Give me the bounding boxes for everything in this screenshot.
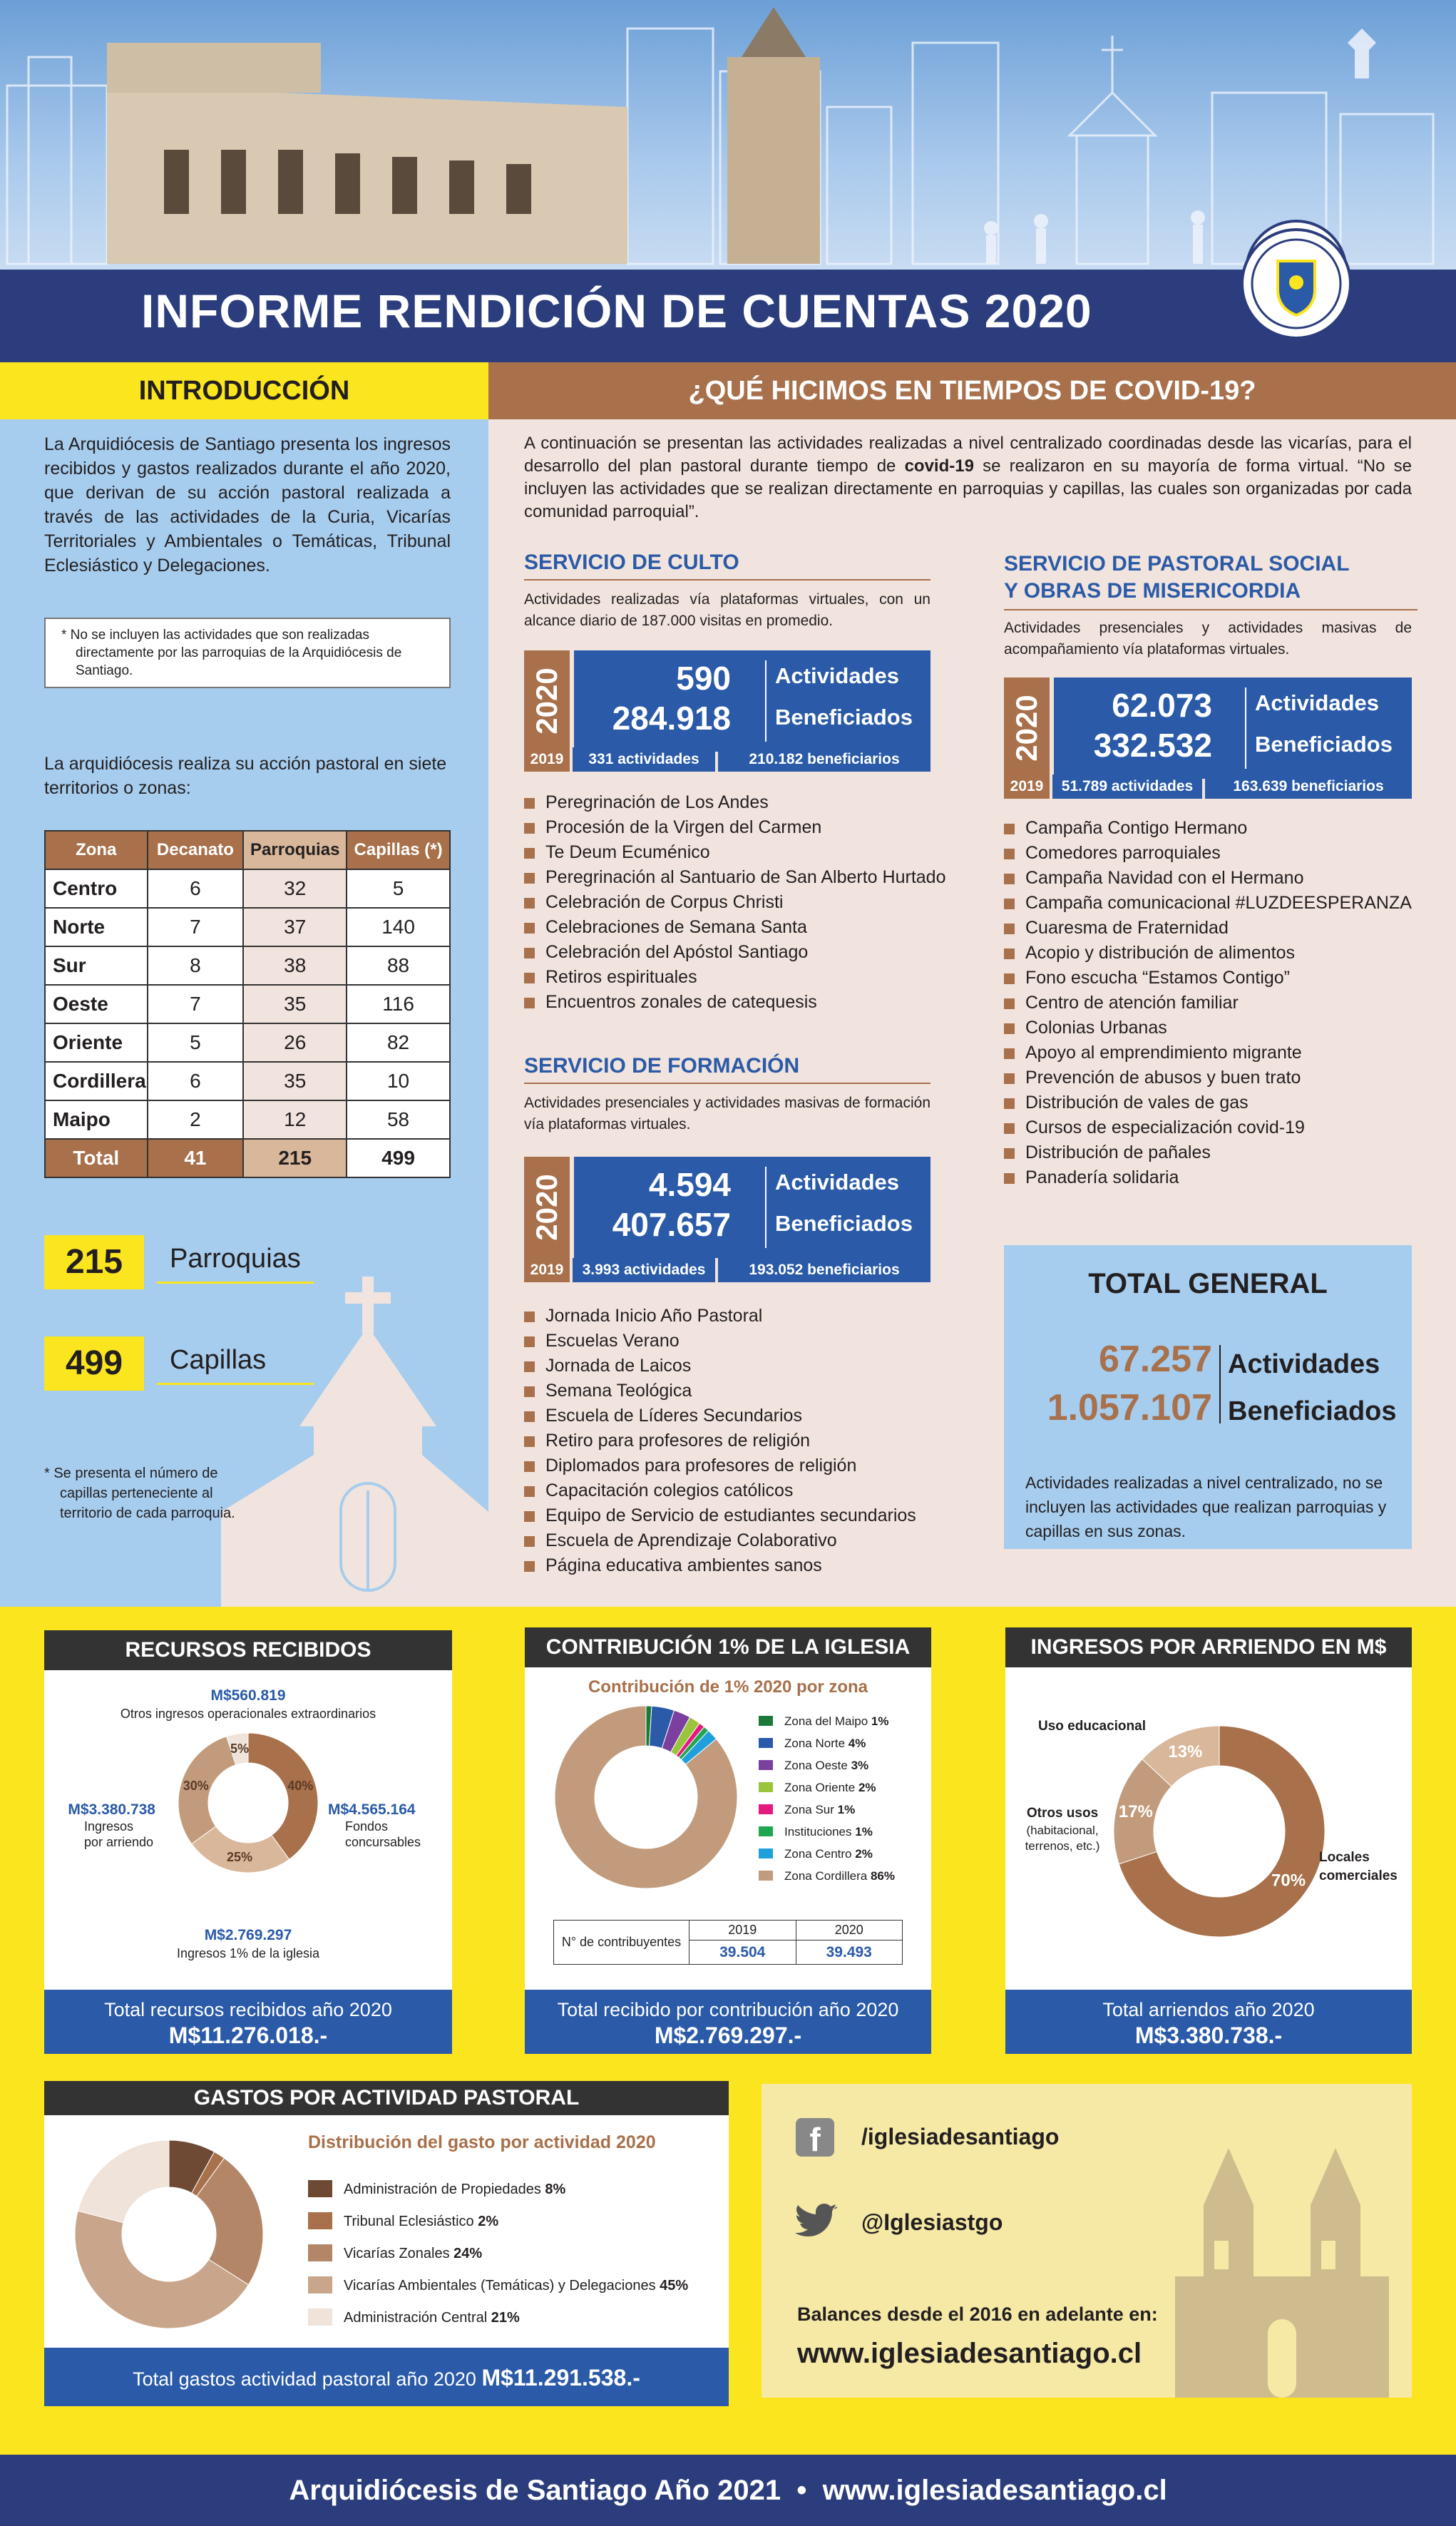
gastos-footer <box>44 2348 729 2406</box>
archdiocese-seal <box>1241 228 1352 339</box>
recursos-footer-value: M$11.276.018.- <box>168 2023 328 2048</box>
culto-list-item: Te Deum Ecuménico <box>524 840 952 865</box>
culto-list-item: Retiros espirituales <box>524 965 952 990</box>
contribucion-footer <box>525 1990 931 2054</box>
prev-year: 2019 <box>524 747 570 772</box>
recursos-footer-label: Total recursos recibidos año 2020 <box>104 1999 392 2020</box>
title-bar <box>0 270 1456 362</box>
year-badge: 2020 <box>524 650 570 752</box>
formacion-list-item: Capacitación colegios católicos <box>524 1478 952 1503</box>
legend-swatch <box>308 2308 332 2326</box>
legend-swatch <box>759 1826 773 1836</box>
arriendo-otros-sub: (habitacional, terrenos, etc.) <box>1025 1824 1100 1853</box>
total-beneficiaries: 1.057.107 <box>1047 1387 1212 1428</box>
zone-capillas: 10 <box>347 1062 450 1100</box>
social-list-item: Cuaresma de Fraternidad <box>1004 916 1432 941</box>
arriendo-edu-label: Uso educacional <box>1038 1719 1146 1734</box>
zone-parroquias: 32 <box>243 869 347 908</box>
zone-capillas: 82 <box>347 1023 450 1062</box>
culto-activities: 590 <box>676 660 731 697</box>
contribucion-card <box>525 1627 931 2054</box>
zone-decanato: 6 <box>148 869 244 908</box>
zone-decanato: 6 <box>148 1062 244 1100</box>
covid-intro <box>524 432 1412 523</box>
capillas-label: Capillas <box>157 1335 314 1385</box>
legend-item <box>308 2206 722 2238</box>
zone-decanato: 2 <box>148 1100 244 1139</box>
covid-heading-bar <box>488 362 1456 419</box>
arriendo-donut <box>1112 1724 1326 1938</box>
legend-label: Zona Norte <box>784 1737 849 1750</box>
legend-label: Vicarías Zonales <box>344 2246 454 2261</box>
zone-parroquias: 12 <box>243 1100 347 1139</box>
gastos-footer-label: Total gastos actividad pastoral año 2020 <box>133 2368 476 2390</box>
recursos-arriendo-desc: Ingresos por arriendo <box>84 1819 154 1849</box>
social-list-item: Panadería solidaria <box>1004 1165 1432 1190</box>
recursos-otros-value: M$560.819 <box>210 1687 286 1704</box>
zones-table <box>44 830 451 1178</box>
legend-value: 1% <box>837 1803 856 1816</box>
table-row <box>45 985 450 1023</box>
zone-name: Cordillera <box>45 1062 148 1100</box>
social-list-item: Campaña comunicacional #LUZDEESPERANZA <box>1004 891 1432 916</box>
balances-text: Balances desde el 2016 en adelante en: <box>797 2303 1158 2325</box>
formacion-list-item: Equipo de Servicio de estudiantes secundarios <box>524 1503 952 1528</box>
table-row <box>45 1023 450 1062</box>
legend-label: Instituciones <box>784 1825 856 1839</box>
beneficiaries-label: Beneficiados <box>775 1211 913 1236</box>
formacion-list-item: Jornada Inicio Año Pastoral <box>524 1304 952 1329</box>
culto-list-item: Encuentros zonales de catequesis <box>524 990 952 1015</box>
culto-stat-box <box>524 650 930 752</box>
total-capillas: 499 <box>347 1139 450 1177</box>
legend-label: Zona Sur <box>784 1803 838 1816</box>
legend-value: 21% <box>491 2310 520 2326</box>
donut-label: 17% <box>1118 1801 1153 1821</box>
table-row <box>45 908 450 946</box>
legend-item <box>759 1799 930 1821</box>
legend-swatch <box>759 1871 773 1881</box>
legend-swatch <box>759 1782 773 1792</box>
donut-label: 5% <box>230 1741 249 1756</box>
zone-name: Centro <box>45 869 148 908</box>
zone-capillas: 116 <box>347 985 450 1023</box>
recursos-card <box>44 1630 452 2054</box>
contrib-value-2020: 39.493 <box>796 1940 903 1965</box>
parroquias-count: 215 <box>44 1235 144 1289</box>
arriendo-title: INGRESOS POR ARRIENDO EN M$ <box>1005 1627 1412 1667</box>
legend-value: 1% <box>855 1825 873 1839</box>
culto-list-item: Celebración del Apóstol Santiago <box>524 940 952 965</box>
culto-prev-beneficiaries: 210.182 beneficiarios <box>718 747 930 772</box>
legend-value: 2% <box>858 1781 876 1794</box>
twitter-handle[interactable]: @Iglesiastgo <box>861 2209 1003 2235</box>
intro-heading-bar <box>0 362 488 419</box>
legend-swatch <box>308 2276 332 2294</box>
formacion-list-item: Escuela de Aprendizaje Colaborativo <box>524 1528 952 1553</box>
recursos-1pct-value: M$2.769.297 <box>204 1927 292 1943</box>
legend-swatch <box>308 2180 332 2197</box>
zone-capillas: 5 <box>347 869 450 908</box>
intro-heading: INTRODUCCIÓN <box>138 376 350 406</box>
social-title-2: Y OBRAS DE MISERICORDIA <box>1004 579 1301 603</box>
social-list-item: Distribución de pañales <box>1004 1140 1432 1165</box>
culto-list <box>524 790 952 1015</box>
contribuyentes-table <box>553 1920 903 1965</box>
th-decanato: Decanato <box>148 831 244 869</box>
total-general-title: TOTAL GENERAL <box>1088 1268 1328 1299</box>
zone-capillas: 140 <box>347 908 450 946</box>
prev-year: 2019 <box>1004 774 1050 799</box>
city-illustration-icon <box>0 0 1456 270</box>
total-parroquias: 215 <box>243 1139 347 1177</box>
legend-item <box>308 2238 722 2270</box>
donut-slice-administraci-n-central <box>78 2140 169 2223</box>
zone-name: Oriente <box>45 1023 148 1062</box>
church-silhouette-icon <box>214 1277 488 1607</box>
formacion-list-item: Semana Teológica <box>524 1379 952 1403</box>
formacion-list-item: Escuela de Líderes Secundarios <box>524 1403 952 1428</box>
social-list-item: Comedores parroquiales <box>1004 841 1432 866</box>
legend-value: 4% <box>848 1737 866 1750</box>
facebook-handle[interactable]: /iglesiadesantiago <box>861 2124 1060 2149</box>
social-list-item: Fono escucha “Estamos Contigo” <box>1004 966 1432 991</box>
total-activities: 67.257 <box>1098 1339 1212 1380</box>
legend-label: Vicarías Ambientales (Temáticas) y Delegaciones <box>344 2278 660 2294</box>
recursos-title: RECURSOS RECIBIDOS <box>44 1630 452 1670</box>
legend-item <box>308 2270 722 2302</box>
recursos-fondos-value: M$4.565.164 <box>328 1801 416 1818</box>
zone-name: Maipo <box>45 1100 148 1139</box>
social-beneficiaries: 332.532 <box>1093 727 1212 764</box>
table-row <box>45 946 450 985</box>
legend-label: Tribunal Eclesiástico <box>344 2214 478 2229</box>
donut-label: 13% <box>1168 1742 1203 1761</box>
beneficiaries-label: Beneficiados <box>1255 732 1393 757</box>
covid-intro-bold: covid-19 <box>904 456 974 476</box>
social-list-item: Acopio y distribución de alimentos <box>1004 941 1432 966</box>
hero-illustration <box>0 0 1456 270</box>
contrib-year-2020: 2020 <box>796 1921 903 1940</box>
recursos-arriendo-value: M$3.380.738 <box>68 1801 155 1818</box>
contribuyentes-label: N° de contribuyentes <box>554 1921 689 1965</box>
recursos-fondos-desc: Fondos concursables <box>345 1819 421 1849</box>
table-row <box>45 1062 450 1100</box>
legend-item <box>759 1754 930 1776</box>
formacion-desc: Actividades presenciales y actividades masivas de formación vía plataformas virtuales. <box>524 1095 930 1132</box>
th-capillas: Capillas (*) <box>347 831 450 869</box>
activities-label: Actividades <box>1228 1349 1380 1379</box>
legend-value: 24% <box>453 2246 483 2261</box>
th-zona: Zona <box>45 831 148 869</box>
footer-text: Arquidiócesis de Santiago Año 2021 • www.iglesiadesantiago.cl <box>289 2475 1167 2506</box>
intro-paragraph: La Arquidiócesis de Santiago presenta los ingresos recibidos y gastos realizados durante el año 2020, que derivan de su acción pastoral realizada a través de las actividades de la Curia, Vicarías Territoriales y Ambientales o Temáticas, Tribunal Eclesiástico y Delegaciones. <box>44 434 451 576</box>
gastos-donut <box>73 2138 265 2331</box>
legend-label: Administración Central <box>344 2310 491 2326</box>
zones-text: La arquidiócesis realiza su acción pastoral en siete territorios o zonas: <box>44 754 447 798</box>
donut-label: 70% <box>1271 1871 1306 1891</box>
culto-list-item: Celebraciones de Semana Santa <box>524 915 952 940</box>
culto-prev-activities: 331 actividades <box>573 747 715 772</box>
formacion-activities: 4.594 <box>648 1166 731 1203</box>
legend-label: Zona del Maipo <box>784 1714 871 1728</box>
legend-label: Zona Cordillera <box>784 1869 871 1883</box>
stat-panel <box>1054 677 1412 779</box>
social-list-item: Colonias Urbanas <box>1004 1016 1432 1040</box>
contribucion-donut <box>553 1704 739 1890</box>
legend-item <box>308 2302 722 2334</box>
beneficiaries-label: Beneficiados <box>1228 1396 1397 1426</box>
twitter-icon[interactable] <box>794 2204 839 2241</box>
social-list-item: Cursos de especialización covid-19 <box>1004 1115 1432 1140</box>
gastos-card <box>44 2081 729 2406</box>
contribucion-title: CONTRIBUCIÓN 1% DE LA IGLESIA <box>525 1627 931 1667</box>
legend-item <box>308 2174 722 2206</box>
social-list-item: Distribución de vales de gas <box>1004 1090 1432 1115</box>
stat-panel <box>574 1157 930 1258</box>
zone-decanato: 7 <box>148 985 244 1023</box>
table-total-row <box>45 1139 450 1177</box>
social-title-1: SERVICIO DE PASTORAL SOCIAL <box>1004 552 1350 576</box>
zones-table-header <box>45 831 450 869</box>
gastos-footer-value: M$11.291.538.- <box>481 2365 640 2391</box>
legend-swatch <box>759 1716 773 1726</box>
year-badge: 2020 <box>1004 677 1050 779</box>
recursos-otros-desc: Otros ingresos operacionales extraordinarios <box>120 1707 376 1721</box>
legend-swatch <box>759 1804 773 1814</box>
social-title <box>1004 551 1417 610</box>
social-list-item: Apoyo al emprendimiento migrante <box>1004 1040 1432 1065</box>
formacion-stat-box <box>524 1157 930 1258</box>
footer-bar <box>0 2455 1456 2526</box>
zone-capillas: 58 <box>347 1100 450 1139</box>
legend-swatch <box>308 2212 332 2229</box>
legend-label: Zona Oriente <box>784 1781 858 1794</box>
year-badge: 2020 <box>524 1157 570 1258</box>
zone-capillas: 88 <box>347 946 450 985</box>
total-label: Total <box>45 1139 148 1177</box>
legend-item <box>759 1843 930 1865</box>
culto-prev-year <box>524 747 930 772</box>
culto-title: SERVICIO DE CULTO <box>524 551 930 581</box>
social-links-panel <box>762 2084 1412 2398</box>
contribucion-subtitle: Contribución de 1% 2020 por zona <box>588 1677 868 1697</box>
social-stat-box <box>1004 677 1412 779</box>
legend-value: 3% <box>851 1759 869 1772</box>
activities-label: Actividades <box>1255 690 1380 715</box>
formacion-prev-beneficiaries: 193.052 beneficiarios <box>718 1258 930 1282</box>
recursos-donut <box>177 1732 319 1874</box>
zone-name: Sur <box>45 946 148 985</box>
social-prev-beneficiaries: 163.639 beneficiarios <box>1205 774 1412 799</box>
zone-decanato: 5 <box>148 1023 244 1062</box>
social-activities: 62.073 <box>1112 687 1212 724</box>
zone-parroquias: 37 <box>243 908 347 946</box>
legend-swatch <box>759 1760 773 1770</box>
culto-beneficiaries: 284.918 <box>612 700 731 737</box>
zone-decanato: 7 <box>148 908 244 946</box>
contrib-value-2019: 39.504 <box>689 1940 796 1965</box>
gastos-title: GASTOS POR ACTIVIDAD PASTORAL <box>44 2081 729 2115</box>
zone-parroquias: 35 <box>243 985 347 1023</box>
legend-swatch <box>759 1849 773 1858</box>
capillas-count: 499 <box>44 1336 144 1391</box>
activities-label: Actividades <box>775 1170 900 1195</box>
zone-name: Norte <box>45 908 148 946</box>
social-list <box>1004 816 1432 1190</box>
culto-list-item: Celebración de Corpus Christi <box>524 890 952 915</box>
legend-item <box>759 1710 930 1732</box>
zone-parroquias: 38 <box>243 946 347 985</box>
social-list-item: Centro de atención familiar <box>1004 991 1432 1016</box>
arriendo-footer <box>1005 1990 1412 2054</box>
zone-parroquias: 35 <box>243 1062 347 1100</box>
arriendo-footer-value: M$3.380.738.- <box>1134 2023 1283 2048</box>
formacion-list <box>524 1304 952 1578</box>
table-row <box>45 869 450 908</box>
formacion-list-item: Escuelas Verano <box>524 1329 952 1354</box>
covid-heading: ¿QUÉ HICIMOS EN TIEMPOS DE COVID-19? <box>688 376 1256 406</box>
legend-item <box>759 1821 930 1843</box>
arriendo-locales-label: Locales comerciales <box>1319 1850 1398 1883</box>
gastos-legend <box>308 2174 722 2334</box>
legend-value: 86% <box>870 1869 895 1883</box>
social-list-item: Campaña Contigo Hermano <box>1004 816 1432 841</box>
legend-value: 2% <box>478 2214 499 2229</box>
formacion-prev-year <box>524 1258 930 1282</box>
legend-swatch <box>759 1738 773 1748</box>
social-list-item: Prevención de abusos y buen trato <box>1004 1065 1432 1090</box>
arriendo-footer-label: Total arriendos año 2020 <box>1102 1999 1315 2020</box>
contrib-year-2019: 2019 <box>689 1921 796 1940</box>
legend-value: 1% <box>871 1714 889 1728</box>
legend-label: Zona Oeste <box>784 1759 851 1772</box>
activities-label: Actividades <box>775 663 900 688</box>
cathedral-illustration-icon <box>1132 2120 1412 2398</box>
arriendo-otros-label: Otros usos <box>1026 1806 1099 1821</box>
legend-label: Administración de Propiedades <box>344 2182 545 2197</box>
formacion-list-item: Diplomados para profesores de religión <box>524 1453 952 1478</box>
beneficiaries-label: Beneficiados <box>775 705 913 730</box>
legend-swatch <box>308 2244 332 2261</box>
culto-desc: Actividades realizadas vía plataformas virtuales, con un alcance diario de 187.000 visitas en promedio. <box>524 591 930 629</box>
website-link[interactable]: www.iglesiadesantiago.cl <box>797 2338 1142 2369</box>
page-title: INFORME RENDICIÓN DE CUENTAS 2020 <box>141 285 1092 337</box>
covid-intro-b: se realizaron en su mayoría de forma virtual. “No se incluyen las actividades que se realizan directamente en parroquias y capillas, las cuales son organizadas por cada comunidad parroquial”. <box>524 456 1412 521</box>
formacion-list-item: Jornada de Laicos <box>524 1354 952 1379</box>
donut-label: 25% <box>226 1850 252 1865</box>
donut-slice-fondos-concursables <box>248 1733 318 1859</box>
intro-note: * No se incluyen las actividades que son realizadas directamente por las parroquias de la Arquidiócesis de Santiago. <box>44 618 451 688</box>
legend-value: 45% <box>660 2278 689 2294</box>
formacion-title: SERVICIO DE FORMACIÓN <box>524 1054 930 1084</box>
th-parroquias: Parroquias <box>243 831 347 869</box>
parroquias-label: Parroquias <box>157 1234 314 1284</box>
gastos-subtitle: Distribución del gasto por actividad 2020 <box>308 2132 656 2152</box>
covid-intro-a: A continuación se presentan las actividades realizadas a nivel centralizado coordinadas desde las vicarías, para el desarrollo del plan pastoral durante tiempo de <box>524 434 1412 476</box>
legend-value: 2% <box>855 1847 873 1861</box>
contribucion-legend <box>759 1710 930 1887</box>
legend-item <box>759 1865 930 1887</box>
facebook-icon[interactable]: f <box>796 2118 834 2157</box>
zone-parroquias: 26 <box>243 1023 347 1062</box>
donut-label: 40% <box>287 1779 314 1794</box>
total-decanato: 41 <box>148 1139 244 1177</box>
stat-panel <box>574 650 930 752</box>
social-list-item: Campaña Navidad con el Hermano <box>1004 866 1432 891</box>
arriendo-card <box>1005 1627 1412 2054</box>
total-note: Actividades realizadas a nivel centralizado, no se incluyen las actividades que realizan parroquias y capillas en sus zonas. <box>1025 1473 1387 1540</box>
social-desc: Actividades presenciales y actividades masivas de acompañamiento vía plataformas virtuales. <box>1004 620 1412 658</box>
recursos-1pct-desc: Ingresos 1% de la iglesia <box>176 1946 320 1960</box>
capillas-footnote: * Se presenta el número de capillas perteneciente al territorio de cada parroquia. <box>44 1466 235 1521</box>
zone-name: Oeste <box>45 985 148 1023</box>
seal-shield-icon <box>1244 231 1349 337</box>
social-prev-year <box>1004 774 1412 799</box>
social-prev-activities: 51.789 actividades <box>1052 774 1202 799</box>
formacion-list-item: Retiro para profesores de religión <box>524 1428 952 1453</box>
legend-item <box>759 1776 930 1799</box>
contribucion-footer-label: Total recibido por contribución año 2020 <box>557 1999 899 2020</box>
formacion-prev-activities: 3.993 actividades <box>573 1258 715 1282</box>
formacion-list-item: Página educativa ambientes sanos <box>524 1553 952 1578</box>
recursos-footer <box>44 1990 452 2054</box>
legend-label: Zona Centro <box>784 1847 856 1861</box>
donut-label: 30% <box>183 1779 209 1794</box>
culto-list-item: Peregrinación de Los Andes <box>524 790 952 815</box>
zone-decanato: 8 <box>148 946 244 985</box>
legend-value: 8% <box>545 2182 566 2197</box>
prev-year: 2019 <box>524 1258 570 1282</box>
legend-item <box>759 1732 930 1754</box>
table-row <box>45 1100 450 1139</box>
culto-list-item: Peregrinación al Santuario de San Alberto Hurtado <box>524 865 952 890</box>
total-general-box <box>1004 1245 1412 1549</box>
contribucion-footer-value: M$2.769.297.- <box>654 2023 802 2048</box>
formacion-beneficiaries: 407.657 <box>612 1206 731 1243</box>
culto-list-item: Procesión de la Virgen del Carmen <box>524 815 952 840</box>
